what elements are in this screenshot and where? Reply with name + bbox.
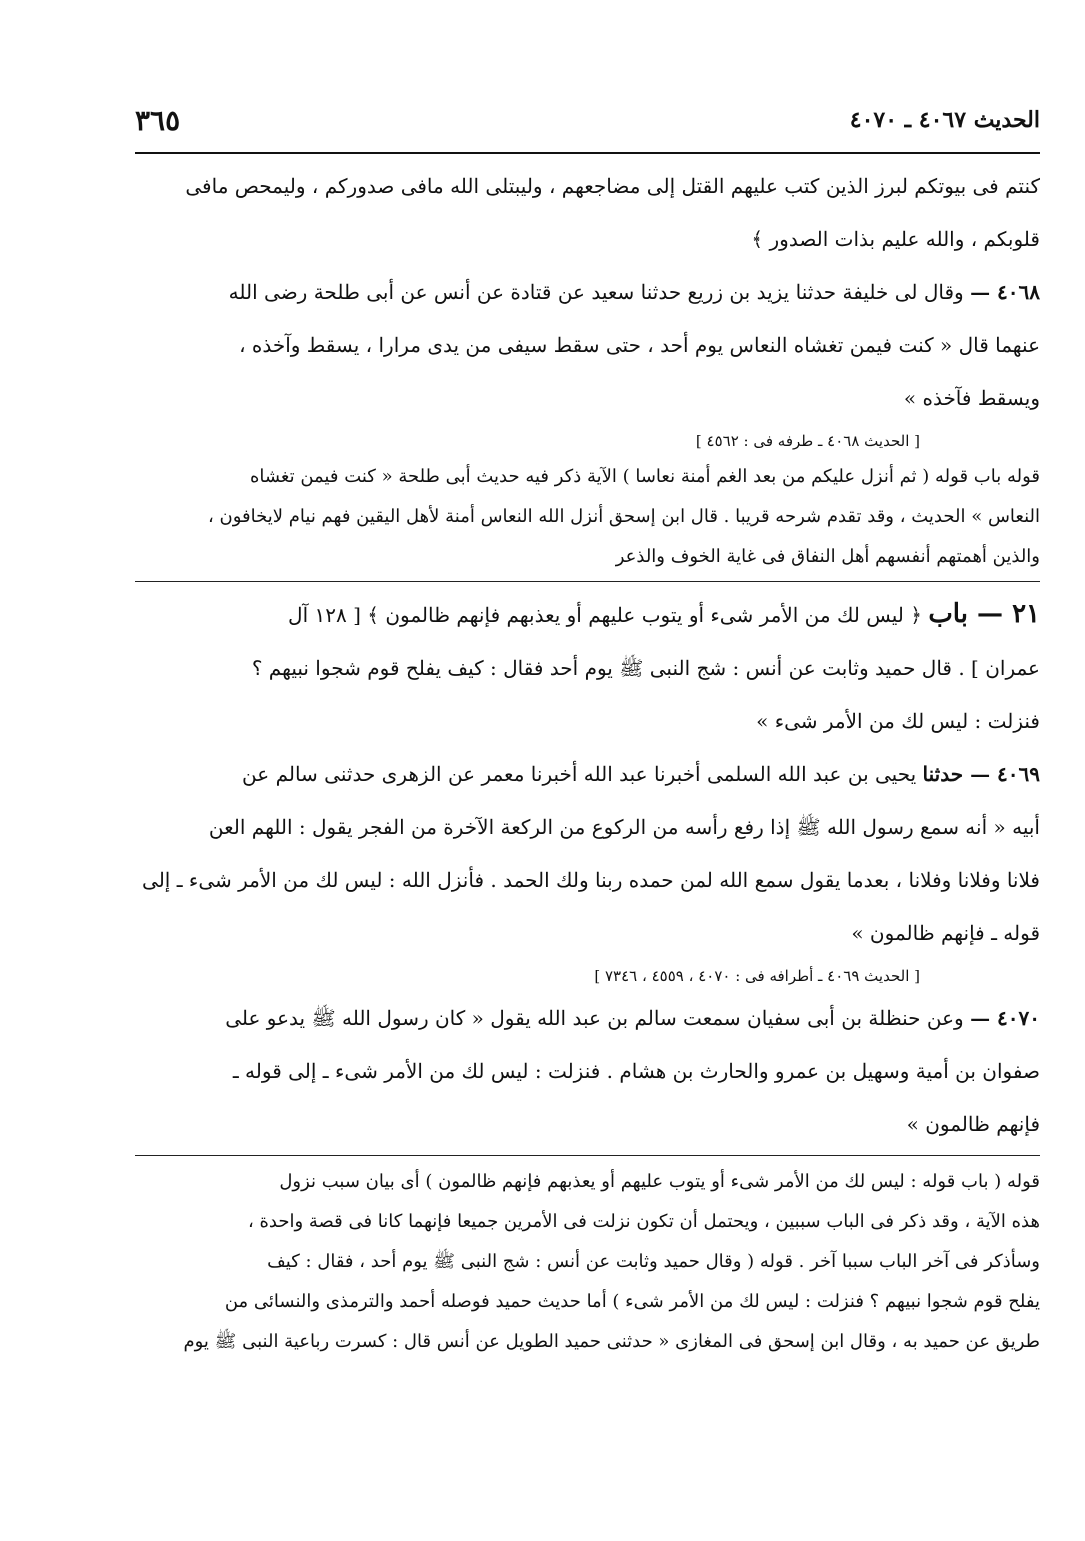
hadith-text: وقال لى خليفة حدثنا يزيد بن زريع حدثنا سعيد عن قتادة عن أنس عن أبى طلحة رضى الله: [228, 280, 964, 304]
commentary-line: طريق عن حميد به ، وقال ابن إسحق فى المغازى « حدثنى حميد الطويل عن أنس قال : كسرت رباعية النبى ﷺ يوم: [183, 1331, 1040, 1352]
matn-line: كنتم فى بيوتكم لبرز الذين كتب عليهم القتل إلى مضاجعهم ، وليبتلى الله مافى صدوركم ، وليمحص مافى: [185, 174, 1040, 198]
commentary-line: هذه الآية ، وقد ذكر فى الباب سببين ، ويحتمل أن تكون نزلت فى الأمرين جميعا فإنهما كانا فى قصة واحدة ،: [247, 1211, 1040, 1232]
page-number: ٣٦٥: [135, 103, 181, 137]
running-title: الحديث ٤٠٦٧ ـ ٤٠٧٠: [849, 107, 1040, 133]
hadith-4068-line: عنهما قال « كنت فيمن تغشاه النعاس يوم أحد ، حتى سقط سيفى من يدى مرارا ، يسقط وآخذه ،: [239, 333, 1040, 357]
chapter-heading: ٢١ — باب: [928, 599, 1040, 629]
hadith-4068-line: [135, 266, 1040, 319]
commentary-line: قوله باب قوله ( ثم أنزل عليكم من بعد الغم أمنة نعاسا ) الآية ذكر فيه حديث أبى طلحة « كنت فيمن تغشاه: [249, 466, 1040, 487]
header-rule: [135, 152, 1040, 154]
page-content: [135, 160, 1040, 1362]
commentary-line: والذين أهمتهم أنفسهم أهل النفاق فى غاية الخوف والذعر: [615, 546, 1040, 567]
page-header: [135, 98, 1040, 142]
hadith-4070-line: فإنهم ظالمون »: [906, 1112, 1040, 1136]
hadith-text: وعن حنظلة بن أبى سفيان سمعت سالم بن عبد الله يقول « كان رسول الله ﷺ يدعو على: [225, 1006, 964, 1030]
hadith-text: يحيى بن عبد الله السلمى أخبرنا عبد الله أخبرنا معمر عن الزهرى حدثنى سالم عن: [242, 762, 917, 786]
commentary-line: قوله ( باب قوله : ليس لك من الأمر شىء أو يتوب عليهم أو يعذبهم فإنهم ظالمون ) أى بيان سبب نزول: [279, 1171, 1040, 1192]
hadith-4070-line: [135, 992, 1040, 1045]
chapter-21-line: فنزلت : ليس لك من الأمر شىء »: [756, 709, 1040, 733]
hadith-number: ٤٠٧٠ —: [970, 1006, 1040, 1030]
hadith-4069-line: فلانا وفلانا وفلانا ، بعدما يقول سمع الله لمن حمده ربنا ولك الحمد . فأنزل الله : ليس لك من الأمر شىء ـ إلى: [142, 868, 1040, 892]
hadith-4069-reference: [ الحديث ٤٠٦٩ ـ أطرافه فى : ٤٠٧٠ ، ٤٥٥٩ ، ٧٣٤٦ ]: [594, 967, 920, 985]
hadith-number: ٤٠٦٨ —: [970, 280, 1040, 304]
hadith-4068-reference: [ الحديث ٤٠٦٨ ـ طرفه فى : ٤٥٦٢ ]: [695, 432, 920, 450]
hadith-4069-line: [135, 748, 1040, 801]
commentary-line: النعاس » الحديث ، وقد تقدم شرحه قريبا . قال ابن إسحق أنزل الله النعاس أمنة لأهل اليقين فهم نيام لايخافون ،: [208, 506, 1040, 527]
hadith-4069-line: أبيه « أنه سمع رسول الله ﷺ إذا رفع رأسه من الركوع من الركعة الآخرة من الفجر يقول : اللهم العن: [208, 815, 1040, 839]
commentary-line: يفلح قوم شجوا نبيهم ؟ فنزلت : ليس لك من الأمر شىء ) أما حديث حميد فوصله أحمد والترمذى والنسائى من: [224, 1291, 1040, 1312]
commentary-line: وسأذكر فى آخر الباب سببا آخر . قوله ( وقال حميد وثابت عن أنس : شج النبى ﷺ يوم أحد ، فقال : كيف: [267, 1251, 1040, 1272]
section-separator: [135, 1155, 1040, 1156]
hadith-number: ٤٠٦٩ — حدثنا: [922, 762, 1040, 786]
chapter-21-line: [135, 588, 1040, 642]
matn-line: قلوبكم ، والله عليم بذات الصدور ﴾: [751, 227, 1040, 251]
chapter-text: ﴿ ليس لك من الأمر شىء أو يتوب عليهم أو يعذبهم فإنهم ظالمون ﴾ [ ١٢٨ آل: [288, 603, 922, 627]
section-separator: [135, 581, 1040, 582]
hadith-4068-line: ويسقط فآخذه »: [903, 386, 1040, 410]
hadith-4070-line: صفوان بن أمية وسهيل بن عمرو والحارث بن هشام . فنزلت : ليس لك من الأمر شىء ـ إلى قوله ـ: [232, 1059, 1040, 1083]
chapter-21-line: عمران ] . قال حميد وثابت عن أنس : شج النبى ﷺ يوم أحد فقال : كيف يفلح قوم شجوا نبيهم ؟: [251, 656, 1040, 680]
hadith-4069-line: قوله ـ فإنهم ظالمون »: [851, 921, 1040, 945]
